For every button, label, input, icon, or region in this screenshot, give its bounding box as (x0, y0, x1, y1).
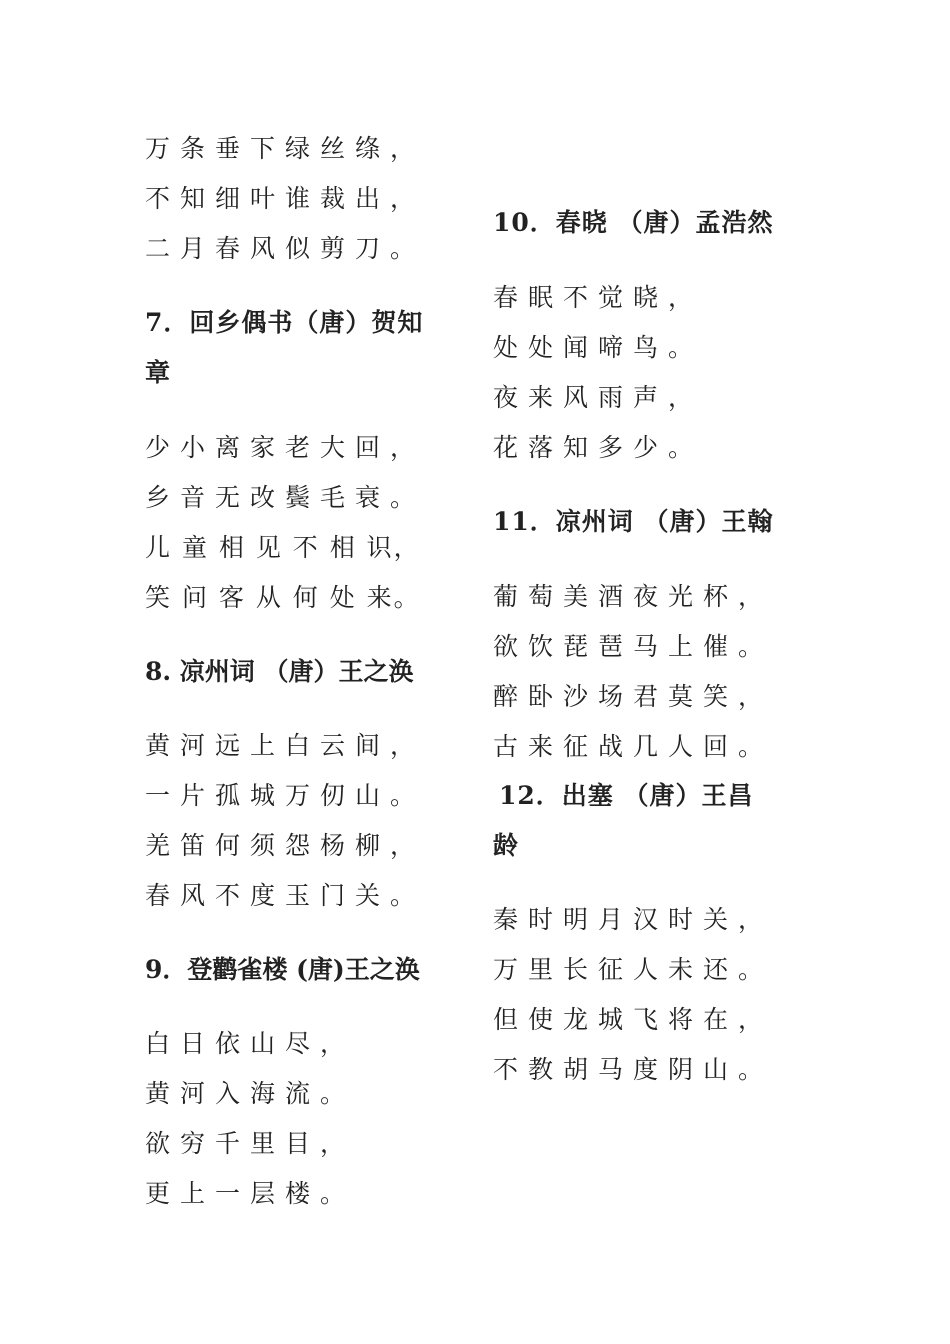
poem10-line-4: 花落知多少。 (493, 433, 704, 462)
poem9-line-3: 欲穷千里目， (145, 1129, 356, 1158)
poem12-line-3: 但使龙城飞将在， (493, 1005, 774, 1034)
left-column (145, 0, 465, 1344)
poem11-line-1: 葡萄美酒夜光杯， (493, 582, 774, 611)
poem7-title-cont: 章 (145, 358, 172, 387)
poem9-line-2: 黄河入海流。 (145, 1079, 356, 1108)
poem7-line-3: 儿 童 相 见 不 相 识， (145, 533, 421, 562)
right-column (493, 0, 813, 1344)
poem12-line-2: 万里长征人未还。 (493, 955, 774, 984)
poem9-line-1: 白日依山尽， (145, 1029, 356, 1058)
poem12-line-1: 秦时明月汉时关， (493, 905, 774, 934)
poem12-title-cont: 龄 (493, 831, 520, 860)
poem11-title: 11．凉州词 （唐）王翰 (493, 507, 774, 536)
poem8-title: 8. 凉州词 （唐）王之涣 (145, 657, 414, 686)
poem7-line-2: 乡音无改鬓毛衰。 (145, 483, 426, 512)
poem8-line-3: 羌笛何须怨杨柳， (145, 831, 426, 860)
poem10-line-3: 夜来风雨声， (493, 383, 704, 412)
poem9-title: 9．登鹳雀楼 (唐)王之涣 (145, 955, 420, 984)
poem11-line-3: 醉卧沙场君莫笑， (493, 682, 774, 711)
poem11-line-4: 古来征战几人回。 (493, 732, 774, 761)
poem9-line-4: 更上一层楼。 (145, 1179, 356, 1208)
poem8-line-4: 春风不度玉门关。 (145, 881, 426, 910)
poem7-line-4: 笑 问 客 从 何 处 来。 (145, 583, 421, 612)
poem8-line-2: 一片孤城万仞山。 (145, 781, 426, 810)
poem8-line-1: 黄河远上白云间， (145, 731, 426, 760)
poem6-line-1: 万条垂下绿丝绦， (145, 134, 426, 163)
poem10-title: 10．春晓 （唐）孟浩然 (493, 208, 774, 237)
poem11-line-2: 欲饮琵琶马上催。 (493, 632, 774, 661)
poem10-line-1: 春眠不觉晓， (493, 283, 704, 312)
poem7-title: 7．回乡偶书（唐）贺知 (145, 308, 424, 337)
poem10-line-2: 处处闻啼鸟。 (493, 333, 704, 362)
poem6-line-3: 二月春风似剪刀。 (145, 234, 426, 263)
poem12-title: 12．出塞 （唐）王昌 (499, 781, 754, 810)
poem12-line-4: 不教胡马度阴山。 (493, 1055, 774, 1084)
poem6-line-2: 不知细叶谁裁出， (145, 184, 426, 213)
poem7-line-1: 少小离家老大回， (145, 433, 426, 462)
